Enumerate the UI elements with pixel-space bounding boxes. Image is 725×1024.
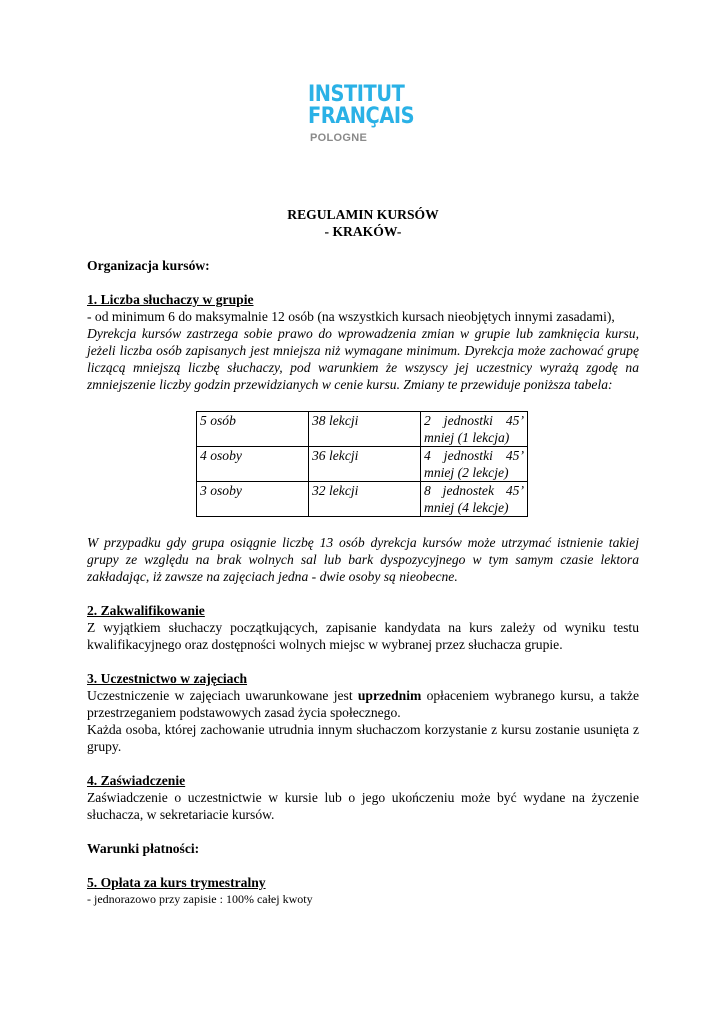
document-title: REGULAMIN KURSÓW bbox=[287, 207, 439, 222]
reduction-table bbox=[196, 411, 528, 517]
section-4-paragraph: Zaświadczenie o uczestnictwie w kursie lub o jego ukończeniu może być wydane na życzenie słuchacza, w sekretariacie kursów. bbox=[87, 790, 639, 822]
logo-text-line2: FRANÇAIS bbox=[308, 104, 415, 129]
section-1-heading: 1. Liczba słuchaczy w grupie bbox=[87, 292, 254, 307]
table-cell: 3 osoby bbox=[197, 482, 309, 517]
section-2-paragraph: Z wyjątkiem słuchaczy początkujących, zapisanie kandydata na kurs zależy od wyniku testu kwalifikacyjnego oraz dostępności wolnych miejsc w wybranej przez słuchacza grupie. bbox=[87, 620, 639, 652]
text-span: Uczestniczenie w zajęciach uwarunkowane jest bbox=[87, 688, 358, 703]
table-cell: 32 lekcji bbox=[309, 482, 421, 517]
table-cell: 38 lekcji bbox=[309, 412, 421, 447]
section-3-paragraph-2: Każda osoba, której zachowanie utrudnia innym słuchaczom korzystanie z kursu zostanie usunięta z grupy. bbox=[87, 722, 639, 754]
table-cell: 5 osób bbox=[197, 412, 309, 447]
section-1-paragraph-1: - od minimum 6 do maksymalnie 12 osób (na wszystkich kursach nieobjętych innymi zasadami), bbox=[87, 309, 615, 324]
logo-text-line3: POLOGNE bbox=[310, 132, 368, 144]
logo-text-line1: INSTITUT bbox=[308, 82, 405, 107]
organization-heading: Organizacja kursów: bbox=[87, 258, 210, 273]
text-span: opłaceniem wybranego kursu, a także przestrzeganiem podstawowych zasad życia społecznego. bbox=[87, 688, 639, 720]
section-5-heading: 5. Opłata za kurs trymestralny bbox=[87, 875, 266, 890]
table-cell: 4 jednostki 45’ mniej (2 lekcje) bbox=[421, 447, 528, 482]
table-cell: 36 lekcji bbox=[309, 447, 421, 482]
table-cell: 2 jednostki 45’ mniej (1 lekcja) bbox=[421, 412, 528, 447]
table-cell: 4 osoby bbox=[197, 447, 309, 482]
payment-heading: Warunki płatności: bbox=[87, 841, 200, 856]
section-2-heading: 2. Zakwalifikowanie bbox=[87, 603, 205, 618]
section-5-paragraph: - jednorazowo przy zapisie : 100% całej kwoty bbox=[87, 892, 313, 906]
table-row bbox=[197, 482, 528, 517]
section-1-paragraph-2: Dyrekcja kursów zastrzega sobie prawo do wprowadzenia zmian w grupie lub zamknięcia kursu, jeżeli liczba osób zapisanych jest mniejsza niż wymagane minimum. Dyrekcja może zachować grupę liczącą mniejszą liczbę słuchaczy, pod warunkiem że wszyscy jej uczestnicy wyrażą zgodę na zmniejszenie liczby godzin przewidzianych w cenie kursu. Zmiany te przewiduje poniższa tabela: bbox=[87, 326, 639, 392]
institut-francais-logo bbox=[308, 84, 423, 154]
table-row bbox=[197, 447, 528, 482]
document-body bbox=[87, 206, 639, 908]
section-4-heading: 4. Zaświadczenie bbox=[87, 773, 186, 788]
table-row bbox=[197, 412, 528, 447]
section-3-heading: 3. Uczestnictwo w zajęciach bbox=[87, 671, 248, 686]
document-subtitle: - KRAKÓW- bbox=[324, 224, 402, 239]
emphasis-text: uprzednim bbox=[357, 688, 422, 703]
section-1-paragraph-3: W przypadku gdy grupa osiągnie liczbę 13 osób dyrekcja kursów może utrzymać istnienie takiej grupy ze względu na brak wolnych sal lub bark dyspozycyjnego w tym samym czasie lektora zakładając, iż zawsze na zajęciach jedna - dwie osoby są nieobecne. bbox=[87, 535, 639, 584]
table-cell: 8 jednostek 45’ mniej (4 lekcje) bbox=[421, 482, 528, 517]
section-3-paragraph-1 bbox=[87, 687, 639, 721]
